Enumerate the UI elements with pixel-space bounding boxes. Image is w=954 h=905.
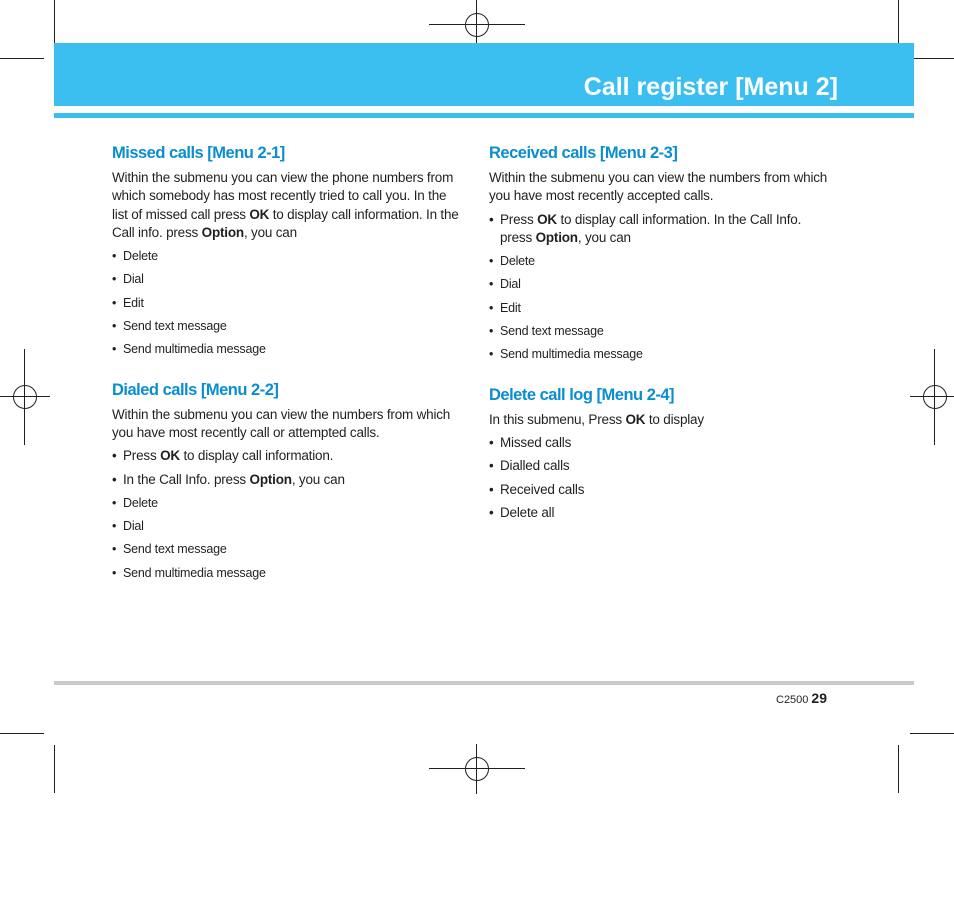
list-item-label: Send multimedia message [123, 565, 266, 580]
body-text: Within the submenu you can view the phone numbers from which somebody has most recently tried to call you. In the list of missed call press [112, 170, 454, 222]
option-key-label: Option [535, 229, 578, 245]
bullet: • [112, 495, 117, 510]
list-item [489, 211, 829, 248]
left-column [112, 142, 462, 587]
dialed-calls-options [112, 447, 462, 582]
ok-key-label: OK [160, 448, 180, 464]
bullet: • [112, 542, 117, 557]
list-item-label: to display call information. In the Call Info. press [500, 211, 802, 245]
list-item-label: Dial [123, 272, 144, 287]
page-footer [776, 690, 827, 708]
crop-mark [54, 0, 55, 47]
received-calls-body: Within the submenu you can view the numbers from which you have most recently accepted calls. [489, 170, 828, 204]
list-item-label: Send multimedia message [123, 342, 266, 357]
missed-calls-options [112, 247, 462, 358]
ok-key-label: OK [537, 211, 557, 227]
list-item-label: Edit [500, 300, 521, 315]
list-item [489, 434, 829, 452]
list-item-label: Delete all [500, 504, 555, 520]
bullet: • [112, 295, 117, 310]
list-item [112, 247, 462, 265]
list-item [489, 504, 829, 522]
bullet: • [489, 324, 494, 339]
ok-key-label: OK [625, 411, 646, 427]
list-item [112, 540, 462, 558]
list-item [112, 447, 462, 465]
registration-mark-right [910, 349, 954, 445]
crop-mark [54, 745, 55, 793]
registration-mark-bottom [429, 744, 525, 794]
received-calls-heading: Received calls [Menu 2-3] [489, 144, 678, 162]
bullet: • [489, 211, 494, 227]
crop-mark [898, 0, 899, 47]
bullet: • [489, 347, 494, 362]
list-item [112, 340, 462, 358]
option-key-label: Option [201, 224, 244, 240]
list-item [489, 252, 829, 270]
list-item [112, 317, 462, 335]
list-item-label: In the Call Info. press [123, 471, 250, 487]
list-item [112, 564, 462, 582]
body-text: , you can [243, 224, 297, 240]
list-item-label: Edit [123, 295, 144, 310]
list-item [112, 494, 462, 512]
bullet: • [112, 319, 117, 334]
right-column [489, 142, 829, 527]
list-item-label: , you can [577, 229, 631, 245]
missed-calls-heading: Missed calls [Menu 2-1] [112, 144, 285, 162]
delete-call-log-options [489, 434, 829, 522]
list-item-label: Dial [123, 519, 144, 534]
ok-key-label: OK [249, 206, 270, 222]
list-item-label: Delete [123, 495, 158, 510]
list-item-label: Press [123, 448, 161, 464]
crop-mark [910, 733, 954, 734]
crop-mark [0, 733, 44, 734]
list-item [112, 517, 462, 535]
bullet: • [112, 249, 117, 264]
dialed-calls-heading: Dialed calls [Menu 2-2] [112, 380, 279, 399]
list-item [112, 294, 462, 312]
bullet: • [489, 277, 494, 292]
list-item-label: to display call information. [179, 448, 334, 464]
list-item-label: Received calls [500, 481, 585, 497]
body-text: to display call information. In the Call info. press [112, 206, 459, 240]
list-item [489, 275, 829, 293]
list-item-label: Send text message [500, 324, 604, 339]
bullet: • [489, 254, 494, 269]
crop-mark [898, 745, 899, 793]
delete-call-log-body [489, 411, 829, 429]
bullet: • [489, 300, 494, 315]
list-item-label: Delete [500, 254, 535, 269]
list-item-label: Dial [500, 277, 521, 292]
list-item [112, 471, 462, 489]
list-item [489, 481, 829, 499]
header-rule [54, 113, 914, 118]
bullet: • [489, 481, 494, 497]
option-key-label: Option [249, 471, 292, 487]
bullet: • [112, 565, 117, 580]
list-item-label: Delete [123, 249, 158, 264]
delete-call-log-heading: Delete call log [Menu 2-4] [489, 385, 675, 404]
body-text: to display [645, 411, 704, 427]
list-item-label: Send multimedia message [500, 347, 643, 362]
list-item-label: Missed calls [500, 434, 572, 450]
list-item [489, 299, 829, 317]
page-number: 29 [811, 690, 827, 706]
received-calls-options [489, 211, 829, 364]
bullet: • [112, 272, 117, 287]
list-item-label: , you can [291, 471, 345, 487]
list-item [489, 322, 829, 340]
spacer [112, 364, 462, 379]
list-item-label: Dialled calls [500, 458, 570, 474]
list-item [112, 270, 462, 288]
list-item [489, 457, 829, 475]
bullet: • [112, 519, 117, 534]
page-title: Call register [Menu 2] [583, 73, 838, 101]
footer-rule [54, 681, 914, 685]
spacer [489, 369, 829, 384]
crop-mark [0, 58, 44, 59]
registration-mark-left [0, 349, 50, 445]
crop-mark [910, 58, 954, 59]
dialed-calls-body: Within the submenu you can view the numbers from which you have most recently call or attempted calls. [112, 406, 451, 440]
bullet: • [112, 471, 117, 487]
list-item [489, 345, 829, 363]
list-item-label: Send text message [123, 542, 227, 557]
bullet: • [112, 448, 117, 464]
model-label: C2500 [776, 694, 809, 706]
list-item-label: Press [500, 211, 538, 227]
list-item-label: Send text message [123, 319, 227, 334]
bullet: • [489, 434, 494, 450]
body-text: In this submenu, Press [489, 411, 626, 427]
missed-calls-body [112, 169, 462, 242]
bullet: • [489, 458, 494, 474]
bullet: • [112, 342, 117, 357]
bullet: • [489, 504, 494, 520]
